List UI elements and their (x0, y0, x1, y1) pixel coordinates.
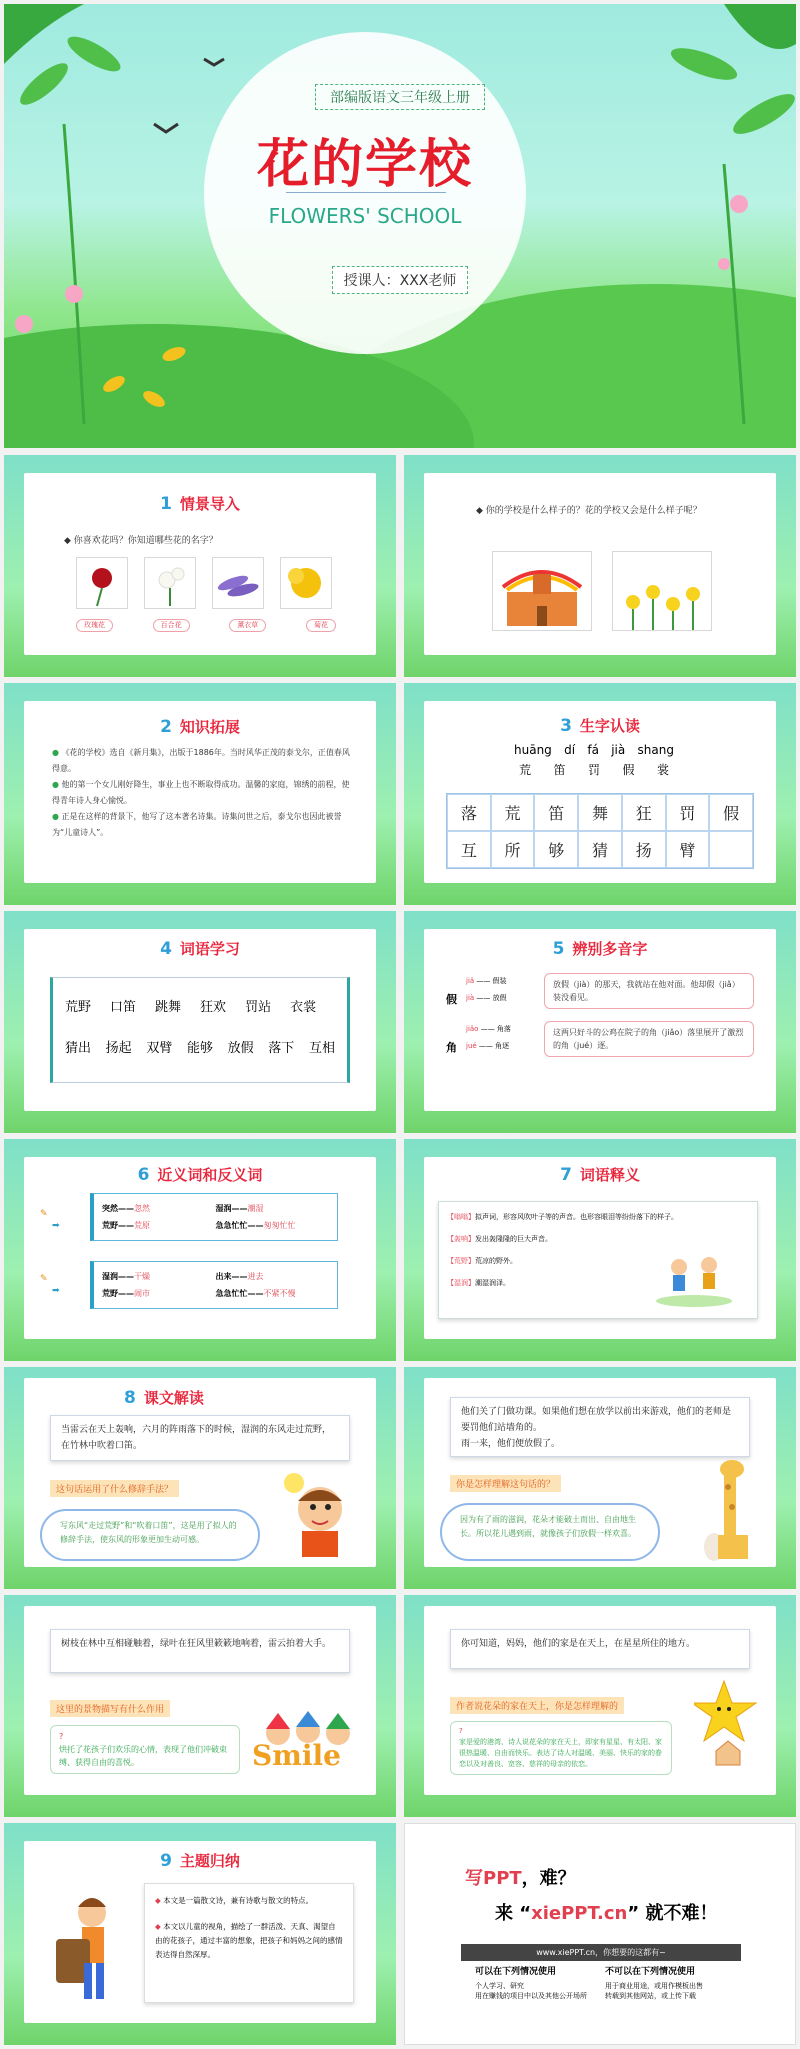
answer-cloud: 因为有了雨的滋润，花朵才能破土而出、自由地生长。所以花儿遇到雨，就像孩子们放假一样欢喜。 (440, 1503, 660, 1561)
cover-en-title: FLOWERS' SCHOOL (268, 204, 462, 228)
example-sentence-1: 放假（jià）的那天，我就站在他对面。他却假（jiǎ）装没看见。 (544, 973, 754, 1009)
slide-title: 7 词语释义 (560, 1165, 640, 1185)
passage-box: 树枝在林中互相碰触着，绿叶在狂风里簌簌地响着，雷云拍着大手。 (50, 1629, 350, 1673)
thinking-boy-illustration (280, 1467, 360, 1557)
grid-char: 舞 (578, 794, 622, 831)
word: 放假 (492, 994, 507, 1002)
grid-char: 假 (709, 794, 753, 831)
question-tag: 这句话运用了什么修辞手法？ (50, 1480, 179, 1497)
slide-6-polyphones[interactable] (404, 911, 796, 1133)
word: 落下 (268, 1041, 295, 1056)
polyphone-char-2: 角 (446, 1041, 457, 1054)
grid-char: 够 (534, 831, 578, 868)
synonym: 潮湿 (247, 1204, 264, 1213)
pinyin: jiǎo (466, 1025, 479, 1033)
char: 荒 (519, 763, 532, 777)
slide-frame (424, 473, 777, 655)
slide-13-theme[interactable] (4, 1823, 396, 2045)
slide-title: 5 辨别多音字 (552, 939, 648, 959)
pinyin: jià (611, 743, 626, 757)
slide-title: 1 情景导入 (160, 494, 240, 514)
site-link[interactable]: xiePPT.cn (531, 1903, 628, 1924)
word: 扬起 (105, 1041, 132, 1056)
slide-4-characters[interactable] (404, 683, 796, 905)
word: 互相 (308, 1041, 335, 1056)
label-rose: 玫瑰花 (76, 619, 113, 632)
slide-2-school[interactable] (404, 455, 796, 677)
grid-char: 笛 (534, 794, 578, 831)
pinyin: jià (466, 994, 475, 1002)
word: 罚站 (245, 1000, 272, 1015)
theme-box (144, 1883, 354, 2003)
pinyin-row (514, 743, 674, 757)
column-title: 不可以在下列情况使用 (605, 1967, 696, 1977)
star-illustration (694, 1679, 764, 1769)
definition-item: 【嗡嗡】拟声词，形容风吹叶子等的声音。也形容眼泪等纷纷落下的样子。 (447, 1213, 678, 1221)
arrow-icon: ➡ (52, 1286, 60, 1296)
pinyin: huāng (514, 743, 552, 757)
antonym: 闹市 (134, 1289, 150, 1298)
giraffe-illustration (694, 1457, 764, 1567)
definition-item: 【湿润】潮湿润泽。 (447, 1279, 510, 1287)
cover-teacher: 授课人：XXX老师 (332, 266, 468, 294)
cover-slide[interactable] (4, 4, 796, 448)
pinyin: jiǎ (466, 977, 475, 985)
antonym: 干燥 (134, 1272, 150, 1281)
character-grid (446, 793, 754, 869)
word: 荒野 (65, 1000, 92, 1015)
word: 角落 (496, 1025, 511, 1033)
word: 假装 (492, 977, 507, 985)
bullet-list (52, 745, 352, 841)
word: 角逐 (495, 1042, 510, 1050)
word: 能够 (186, 1041, 213, 1056)
theme-bullet: ◆ 本文是一篇散文诗，兼有诗歌与散文的特点。 (155, 1896, 314, 1905)
synonym-box (90, 1193, 338, 1241)
word: 荒野—— (102, 1289, 134, 1298)
ad-line-2: 来 “xiePPT.cn” 就不难！ (495, 1903, 718, 1924)
column-title: 可以在下列情况使用 (475, 1967, 557, 1977)
char: 笛 (553, 763, 566, 777)
cover-divider (286, 192, 446, 193)
grid-char: 落 (447, 794, 491, 831)
column-item: 用于商业用途，或用作模板出售 (605, 1982, 703, 1990)
question-tag: 作者说花朵的家在天上，你是怎样理解的 (450, 1697, 624, 1714)
word: 急急忙忙—— (215, 1289, 264, 1298)
example-sentence-2: 这两只好斗的公鸡在院子的角（jiǎo）落里展开了激烈的角（jué）逐。 (544, 1021, 754, 1057)
label-lily: 百合花 (153, 619, 190, 632)
column-item: 转载到其他网站，或上传下载 (605, 1992, 696, 2000)
word: 湿润—— (215, 1204, 248, 1213)
synonym: 匆匆忙忙 (263, 1221, 296, 1230)
chrysanthemum-image (280, 557, 332, 609)
question-text: ◆ 你的学校是什么样子的？花的学校又会是什么样子呢？ (476, 506, 702, 516)
word: 突然—— (102, 1204, 134, 1213)
school-image (492, 551, 592, 631)
word-row (65, 996, 335, 1015)
slide-9-reading[interactable] (4, 1367, 396, 1589)
passage-text: 雨一来，他们便放假了。 (461, 1439, 561, 1449)
word: 口笛 (110, 1000, 137, 1015)
answer-box: ? 家是爱的港湾，诗人说花朵的家在天上，即家有星星、有太阳、家很热温暖、自由而快乐。表达了诗人对温暖、美丽、快乐的家的眷恋以及对善良、宽容、慈祥的母亲的依恋。 (450, 1721, 672, 1775)
word: 荒野—— (102, 1221, 134, 1230)
definition-item: 【荒野】荒凉的野外。 (447, 1257, 517, 1265)
slide-3-background[interactable] (4, 683, 396, 905)
running-kids-illustration (654, 1249, 734, 1309)
pinyin: shang (637, 743, 674, 757)
question-tag: 这里的景物描写有什么作用 (50, 1700, 170, 1717)
lily-image (144, 557, 196, 609)
slide-5-words[interactable] (4, 911, 396, 1133)
theme-bullet: ◆ 本文以儿童的视角，描绘了一群活泼、天真、渴望自由的花孩子，通过丰富的想象，把孩子和妈妈之间的感情表达得自然深厚。 (155, 1922, 343, 1959)
slide-10-reading[interactable] (404, 1367, 796, 1589)
question-tag: 你是怎样理解这句话的？ (450, 1475, 561, 1492)
pinyin: dí (564, 743, 576, 757)
slide-1-intro[interactable] (4, 455, 396, 677)
word: 急急忙忙—— (215, 1221, 264, 1230)
antonym-box (90, 1261, 338, 1309)
ad-bar: www.xiePPT.cn，你想要的这都有~ (461, 1944, 741, 1961)
passage-box: 当雷云在天上轰响，六月的阵雨落下的时候，湿润的东风走过荒野，在竹林中吹着口笛。 (50, 1415, 350, 1461)
grid-char: 猜 (578, 831, 622, 868)
smile-illustration (248, 1711, 368, 1771)
column-item: 个人学习、研究 (475, 1982, 524, 1990)
antonym: 进去 (247, 1272, 264, 1281)
pinyin-char-row (519, 761, 669, 778)
passage-text: 他们关了门做功课。如果他们想在放学以前出来游戏，他们的老师是要罚他们站墙角的。 (461, 1407, 732, 1433)
flower-labels (76, 619, 336, 632)
grid-char: 臂 (666, 831, 710, 868)
word-row (65, 1037, 335, 1056)
pinyin: jué (466, 1042, 477, 1050)
word: 猜出 (65, 1041, 92, 1056)
pinyin: fá (587, 743, 599, 757)
question-text: ◆ 你喜欢花吗？你知道哪些花的名字？ (64, 536, 218, 546)
slide-title: 2 知识拓展 (160, 717, 240, 737)
char: 假 (622, 763, 635, 777)
word-box (50, 977, 350, 1083)
synonym: 荒原 (134, 1221, 150, 1230)
column-item: 用在赚钱的项目中以及其他公开场所 (475, 1992, 587, 2000)
word: 双臂 (146, 1041, 173, 1056)
readings-2: jiǎo —— 角落 jué —— 角逐 (466, 1025, 511, 1050)
bullet-item: ● 《花的学校》选自《新月集》，出版于1886年。当时风华正茂的泰戈尔，正值春风得意。 (52, 748, 350, 773)
word: 放假 (227, 1041, 254, 1056)
allowed-column (475, 1964, 595, 2001)
slide-title: 6 近义词和反义词 (137, 1165, 263, 1185)
slide-8-definitions[interactable] (404, 1139, 796, 1361)
grid-char: 狂 (622, 794, 666, 831)
grid-char: 互 (447, 831, 491, 868)
slide-11-reading[interactable] (4, 1595, 396, 1817)
synonym: 忽然 (134, 1204, 150, 1213)
grid-char: 荒 (491, 794, 535, 831)
rose-image (76, 557, 128, 609)
answer-cloud: 写东风“走过荒野”和“吹着口笛”，这是用了拟人的修辞手法，使东风的形象更加生动可感。 (40, 1509, 260, 1561)
flowers-image (612, 551, 712, 631)
ad-line-1: 写PPT，难？ (465, 1868, 576, 1889)
lavender-image (212, 557, 264, 609)
char: 罚 (587, 763, 600, 777)
cover-subtitle: 部编版语文三年级上册 (315, 84, 485, 110)
arrow-icon: ➡ (52, 1221, 60, 1231)
definition-item: 【轰响】发出轰隆隆的巨大声音。 (447, 1235, 552, 1243)
slide-title: 9 主题归纳 (160, 1851, 240, 1871)
readings-1: jiǎ —— 假装 jià —— 放假 (466, 977, 507, 1002)
slide-title: 4 词语学习 (160, 939, 240, 959)
grid-char: 扬 (622, 831, 666, 868)
grid-char: 所 (491, 831, 535, 868)
smile-text: Smile (252, 1739, 341, 1772)
ad-slide[interactable] (404, 1823, 796, 2045)
grid-empty (709, 831, 753, 868)
passage-box (450, 1397, 750, 1457)
polyphone-char-1: 假 (446, 993, 457, 1006)
label-lavender: 薰衣草 (229, 619, 266, 632)
slide-title: 8 课文解读 (124, 1388, 204, 1408)
word: 湿润—— (102, 1272, 134, 1281)
cover-title: 花的学校 (256, 135, 473, 195)
pencil-icon: ✎ (40, 1209, 48, 1219)
grid-char: 罚 (666, 794, 710, 831)
word: 狂欢 (200, 1000, 227, 1015)
slide-7-synonyms[interactable] (4, 1139, 396, 1361)
pencil-icon: ✎ (40, 1274, 48, 1284)
word: 跳舞 (155, 1000, 182, 1015)
bullet-item: ● 正是在这样的背景下，他写了这本著名诗集。诗集问世之后，泰戈尔也因此被誉为“儿童诗人”。 (52, 812, 342, 837)
word: 衣裳 (290, 1000, 317, 1015)
bullet-item: ● 他的第一个女儿刚好降生，事业上也不断取得成功。温馨的家庭，锦绣的前程，使得青年诗人身心愉悦。 (52, 780, 350, 805)
answer-box: ? 烘托了花孩子们欢乐的心情，表现了他们冲破束缚、获得自由的喜悦。 (50, 1725, 240, 1774)
passage-box: 你可知道，妈妈，他们的家是在天上，在星星所住的地方。 (450, 1629, 750, 1669)
slide-12-reading[interactable] (404, 1595, 796, 1817)
slide-title: 3 生字认读 (560, 716, 640, 736)
label-chrysanthemum: 菊花 (306, 619, 336, 632)
antonym: 不紧不慢 (263, 1289, 296, 1298)
forbidden-column (605, 1964, 735, 2001)
word: 出来—— (215, 1272, 248, 1281)
char: 裳 (656, 763, 669, 777)
student-illustration (26, 1893, 126, 2013)
